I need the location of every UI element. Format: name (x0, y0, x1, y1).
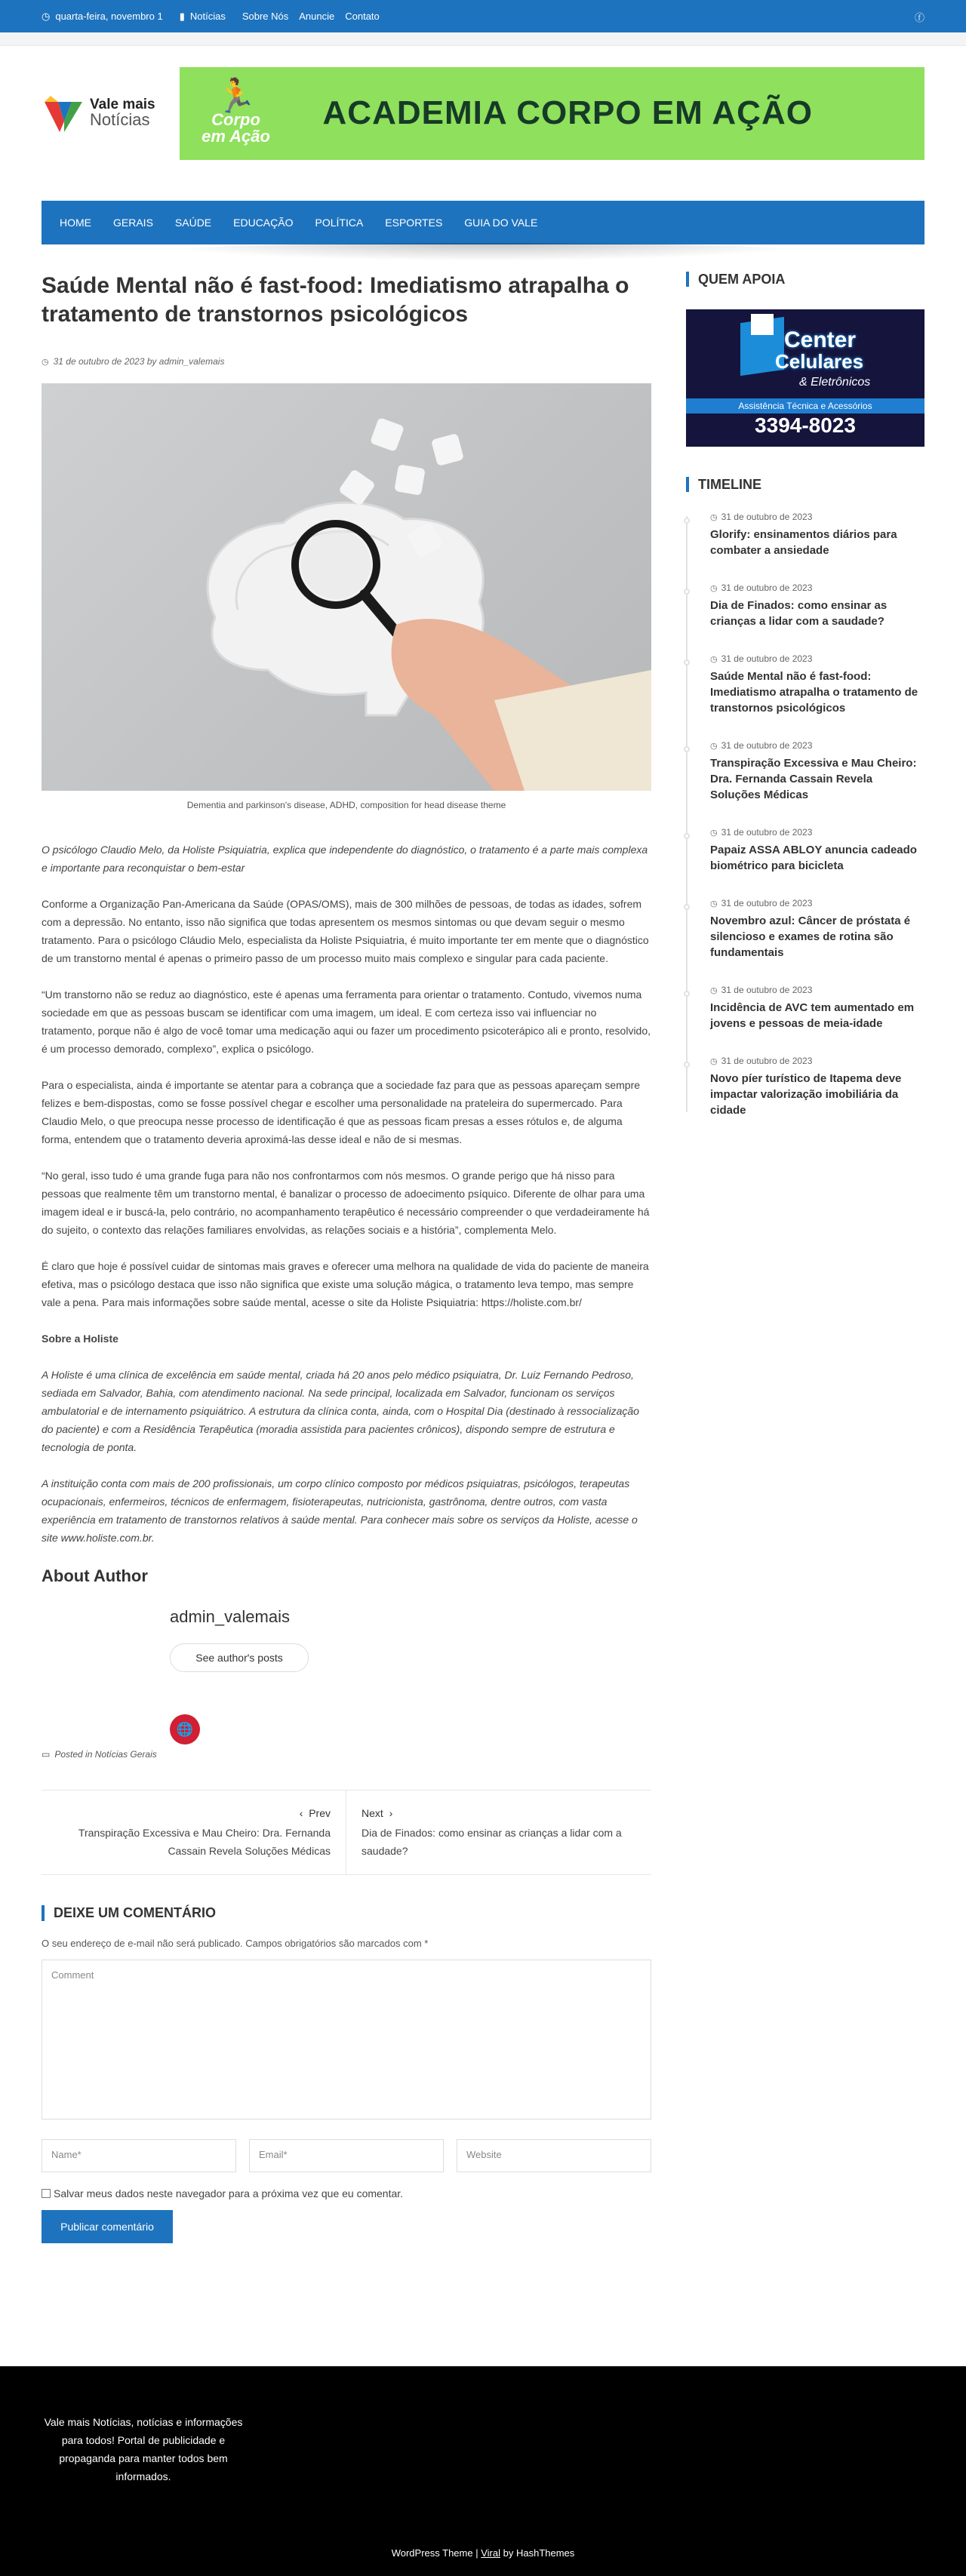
brain-puzzle-illustration (42, 383, 651, 791)
sobre-paragraph-2: A instituição conta com mais de 200 profissionais, um corpo clínico composto por médicos psiquiatras, psicólogos, terapeutas ocupacionais, enfermeiros, técnicos de enfermagem, fisioterapeutas, nutricionista, gastrônoma, dentre outros, com vasta experiência em tratamento de transtornos relativos à saúde mental. Para conhecer mais sobre os serviços da Holiste, acesse o site www.holiste.com.br. (42, 1477, 638, 1544)
top-bar (0, 0, 966, 32)
submit-comment-button[interactable]: Publicar comentário (42, 2210, 173, 2243)
sobre-paragraph-1: A Holiste é uma clínica de excelência em saúde mental, criada há 20 anos pelo médico psiquiatra, Dr. Luiz Fernando Pedroso, sediada em Salvador, Bahia, com atendimento nacional. Na sede principal, localizada em Salvador, funcionam os serviços ambulatorial e de internamento psiquiátrico. A estrutura da clínica conta, ainda, com o Hospital Dia (destinado à ressocialização do paciente) e com a Residência Terapêutica (moradia assistida para pacientes crônicos), dispondo sempre de estrutura e tecnologia de ponta. (42, 1369, 639, 1453)
about-author-title: About Author (42, 1566, 148, 1585)
timeline-item[interactable]: ◷ 31 de outubro de 2023 Saúde Mental não é fast-food: Imediatismo atrapalha o tratamento de transtornos psicológicos (686, 653, 924, 716)
clock-icon: ◷ (710, 986, 718, 995)
author-box (42, 1586, 651, 1760)
clock-icon: ◷ (710, 742, 718, 751)
category-link[interactable]: Notícias Gerais (94, 1749, 157, 1760)
banner-brand: 🏃 Corpo em Ação (202, 78, 270, 146)
website-field[interactable]: Website (457, 2139, 651, 2172)
timeline-item[interactable]: ◷ 31 de outubro de 2023 Incidência de AVC tem aumentado em jovens e pessoas de meia-idade (686, 985, 924, 1031)
top-link-contato[interactable]: Contato (345, 11, 380, 22)
clock-icon: ◷ (42, 10, 51, 22)
site-header (0, 46, 966, 214)
posted-in: ▭ Posted in Notícias Gerais (42, 1749, 157, 1760)
sidebar (686, 272, 924, 1142)
footer-about-text: Vale mais Notícias, notícias e informações para todos! Portal de publicidade e propaganda para manter todos bem informados. (44, 2416, 243, 2482)
clock-icon: ◷ (710, 1057, 718, 1066)
prev-post-link[interactable]: ‹ Prev Transpiração Excessiva e Mau Cheiro: Dra. Fernanda Cassain Revela Soluções Médicas (42, 1791, 346, 1874)
nav-gerais[interactable]: GERAIS (113, 217, 153, 229)
post-paragraph-4: “No geral, isso tudo é uma grande fuga para não nos confrontarmos com nós mesmos. O grande perigo que há nisso para pessoas que realmente têm um transtorno mental, é banalizar o processo de adoecimento psíquico. Diferente de olhar para uma imagem ideal e ir buscá-la, pelo contrário, no acompanhamento terapêutico é necessário compreender o que verdadeiramente há do sujeito, o contexto das relações familiares envolvidas, as relações sociais e a história”, complementa Melo. (42, 1170, 650, 1236)
post-date[interactable]: 31 de outubro de 2023 (53, 356, 145, 367)
banner-text: ACADEMIA CORPO EM AÇÃO (322, 94, 813, 131)
save-data-row (42, 2187, 651, 2199)
image-caption: Dementia and parkinson's disease, ADHD, composition for head disease theme (186, 800, 506, 810)
running-figure-icon: 🏃 (215, 78, 257, 115)
post-paragraph-1: Conforme a Organização Pan-Americana da Saúde (OPAS/OMS), mais de 300 milhões de pessoas, de todas as idades, sofrem com a depressão. No entanto, isso não significa que todas apresentem os mesmos sintomas ou que devam seguir o mesmo tratamento. Para o psicólogo Cláudio Melo, especialista da Holiste Psiquiatria, é muito importante ter em mente que o diagnóstico de um transtorno mental é apenas o primeiro passo de um processo muito mais complexo e singular para cada paciente. (42, 898, 649, 964)
save-data-checkbox[interactable] (42, 2189, 51, 2198)
article (42, 272, 651, 2243)
see-author-posts-button[interactable]: See author's posts (170, 1643, 309, 1672)
logo-line1: Vale mais (90, 97, 155, 112)
timeline-title: TIMELINE (686, 477, 924, 492)
nav-politica[interactable]: POLÍTICA (315, 217, 364, 229)
nav-saude[interactable]: SAÚDE (174, 217, 212, 229)
save-data-label[interactable]: Salvar meus dados neste navegador para a próxima vez que eu comentar. (54, 2187, 404, 2199)
chevron-left-icon: ‹ (299, 1807, 303, 1819)
timeline-item[interactable]: ◷ 31 de outubro de 2023 Novo píer turístico de Itapema deve impactar valorização imobiliária da cidade (686, 1056, 924, 1118)
featured-image (42, 383, 651, 791)
folder-icon: ▭ (42, 1749, 51, 1760)
viral-theme-link[interactable]: Viral (481, 2547, 500, 2559)
nav-home[interactable]: HOME (60, 217, 91, 229)
main-nav (42, 201, 924, 244)
next-post-link[interactable]: Next › Dia de Finados: como ensinar as crianças a lidar com a saudade? (361, 1807, 622, 1857)
post-meta: ◷ 31 de outubro de 2023 by admin_valemais (42, 356, 225, 367)
header-banner-ad[interactable] (180, 67, 924, 160)
comment-note: O seu endereço de e-mail não será publicado. Campos obrigatórios são marcados com * (42, 1938, 429, 1949)
email-field[interactable]: Email* (249, 2139, 444, 2172)
author-name: admin_valemais (170, 1607, 290, 1626)
clock-icon: ◷ (710, 655, 718, 664)
post-lead: O psicólogo Claudio Melo, da Holiste Psiquiatria, explica que independente do diagnóstico, o tratamento é a parte mais complexa e importante para reconquistar o bem-estar (42, 844, 648, 874)
clock-icon: ◷ (710, 513, 718, 522)
top-band (0, 32, 966, 46)
timeline-list (686, 512, 924, 1118)
nav-guia-do-vale[interactable]: GUIA DO VALE (464, 217, 538, 229)
logo-v-icon (42, 91, 85, 135)
quem-apoia-title: QUEM APOIA (686, 272, 924, 287)
top-date: ◷ quarta-feira, novembro 1 (42, 10, 163, 22)
clock-icon: ◷ (710, 584, 718, 593)
nav-shadow (151, 243, 815, 261)
facebook-icon[interactable]: ⓕ (914, 12, 924, 23)
chevron-right-icon: › (389, 1807, 393, 1819)
clock-icon: ◷ (42, 357, 49, 367)
sobre-holiste-heading: Sobre a Holiste (42, 1333, 118, 1345)
nav-educacao[interactable]: EDUCAÇÃO (233, 217, 294, 229)
site-footer (0, 2366, 966, 2576)
post-navigation (42, 1790, 651, 1875)
nav-esportes[interactable]: ESPORTES (385, 217, 443, 229)
clock-icon: ◷ (710, 899, 718, 908)
footer-credits: WordPress Theme | Viral by HashThemes (391, 2547, 575, 2559)
name-field[interactable]: Name* (42, 2139, 236, 2172)
post-title: Saúde Mental não é fast-food: Imediatismo atrapalha o tratamento de transtornos psicológicos (42, 273, 629, 327)
top-news-link[interactable]: ▮ Notícias (179, 10, 226, 22)
top-link-sobre[interactable]: Sobre Nós (242, 11, 289, 22)
bookmark-icon: ▮ (179, 10, 185, 22)
timeline-item[interactable]: ◷ 31 de outubro de 2023 Glorify: ensinamentos diários para combater a ansiedade (686, 512, 924, 558)
post-author[interactable]: admin_valemais (158, 356, 225, 367)
post-paragraph-3: Para o especialista, ainda é importante se atentar para a cobrança que a sociedade faz para que as pessoas apareçam sempre felizes e bem-dispostas, como se fosse possível chegar e escolher uma personalidade na prateleira do supermercado. Para Claudio Melo, o que preocupa nesse processo de identificação é que as pessoas ficam presas a esses rótulos e, de alguma forma, entendem que o tratamento deveria aproximá-las desse ideal e não de si mesmas. (42, 1079, 641, 1145)
timeline-item[interactable]: ◷ 31 de outubro de 2023 Novembro azul: Câncer de próstata é silencioso e exames de rotina são fundamentais (686, 898, 924, 961)
timeline-item[interactable]: ◷ 31 de outubro de 2023 Papaiz ASSA ABLOY anuncia cadeado biométrico para bicicleta (686, 827, 924, 874)
post-paragraph-5: É claro que hoje é possível cuidar de sintomas mais graves e oferecer uma melhora na qualidade de vida do paciente de maneira efetiva, mas o psicólogo destaca que isso não significa que existe uma solução mágica, o tratamento leva tempo, mas sempre vale a pena. Para mais informações sobre saúde mental, acesse o site da Holiste Psiquiatria: https://holiste.com.br/ (42, 1260, 649, 1308)
comment-section-title: DEIXE UM COMENTÁRIO (42, 1905, 651, 1921)
post-paragraph-2: “Um transtorno não se reduz ao diagnóstico, este é apenas uma ferramenta para orientar o tratamento. Contudo, vivemos numa sociedade em que as pessoas buscam se identificar com uma imagem, um ideal. E com certeza isso vai influenciar no tratamento, porque não é algo de você tomar uma medicação aqui ou fazer um procedimento psicoterápico ali e pronto, resolvido, é um processo demorado, complexo”, explica o psicólogo. (42, 988, 651, 1055)
sidebar-ad[interactable]: Center Celulares & Eletrônicos Assistência Técnica e Acessórios 3394-8023 (686, 309, 924, 447)
top-link-anuncie[interactable]: Anuncie (299, 11, 335, 22)
clock-icon: ◷ (710, 828, 718, 838)
logo-line2: Notícias (90, 110, 150, 129)
comment-textarea[interactable]: Comment (42, 1960, 651, 2120)
site-logo[interactable] (42, 91, 177, 135)
globe-icon[interactable]: 🌐 (170, 1714, 200, 1744)
timeline-item[interactable]: ◷ 31 de outubro de 2023 Transpiração Excessiva e Mau Cheiro: Dra. Fernanda Cassain Revela Soluções Médicas (686, 740, 924, 803)
timeline-item[interactable]: ◷ 31 de outubro de 2023 Dia de Finados: como ensinar as crianças a lidar com a saudade? (686, 583, 924, 629)
